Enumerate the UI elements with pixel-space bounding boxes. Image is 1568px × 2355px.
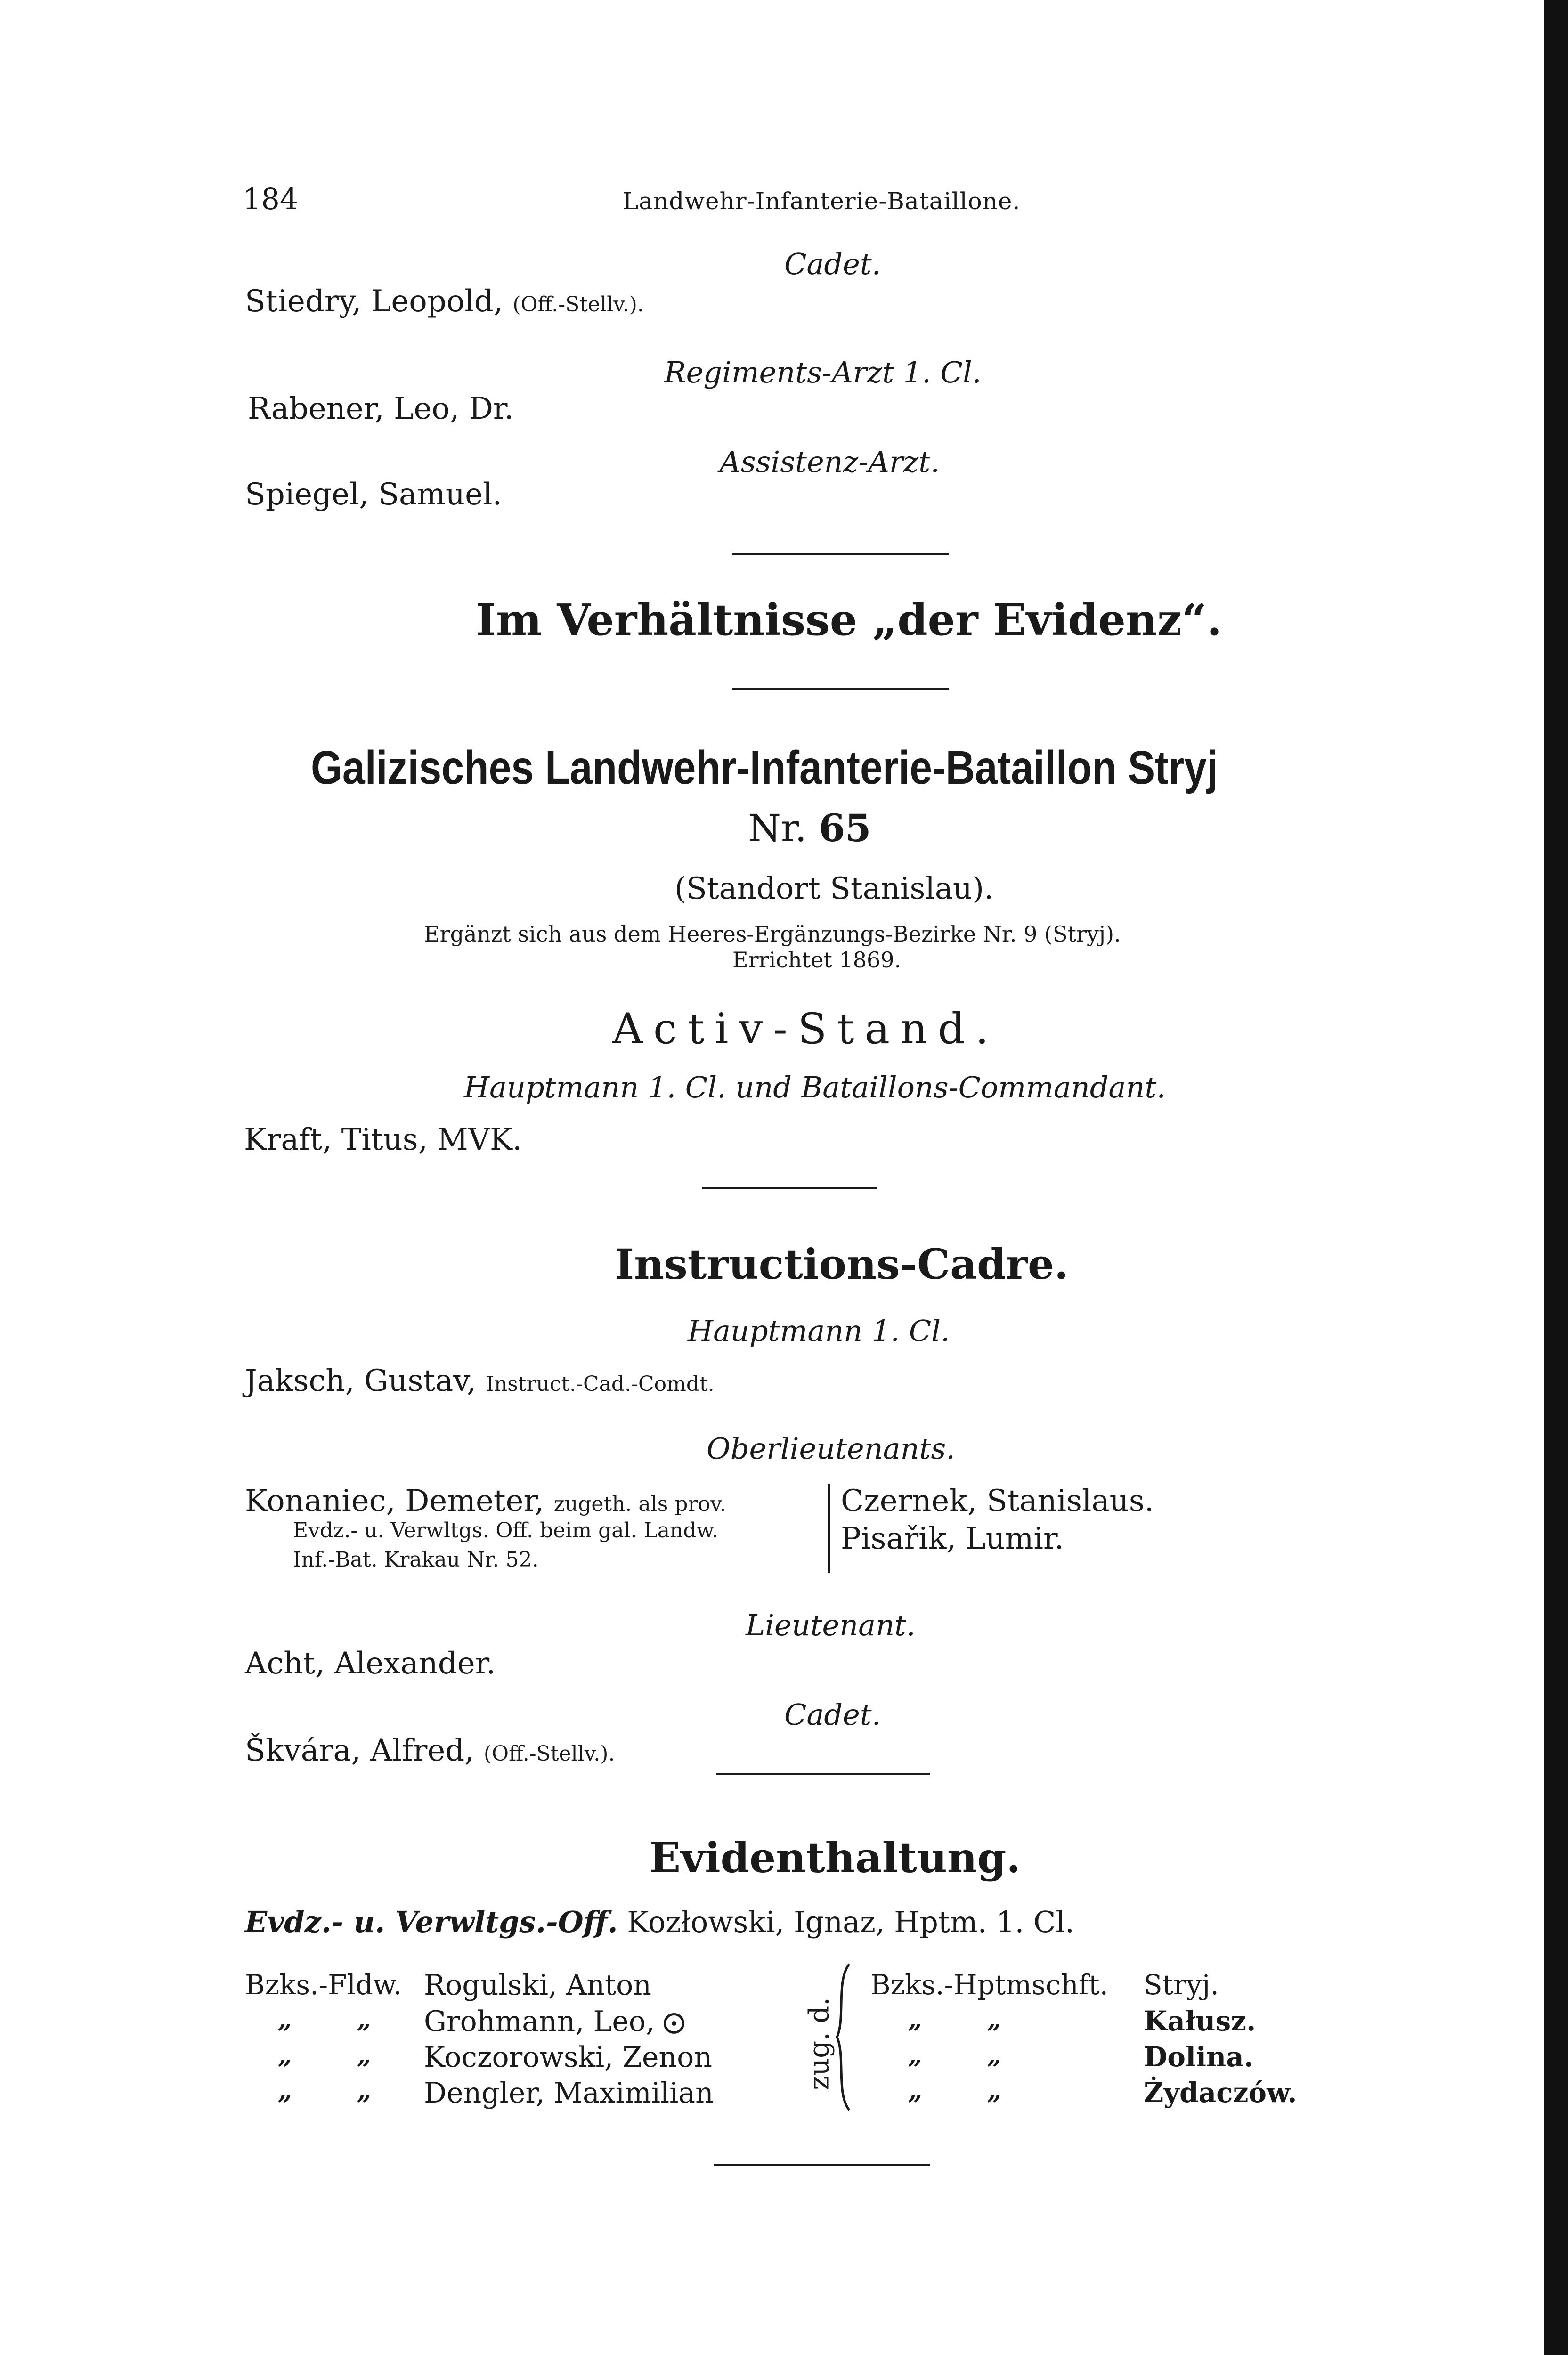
rank-lieutenant: Lieutenant. <box>746 1608 916 1642</box>
zug-label: zug. d. <box>803 1997 835 2090</box>
name-skvara <box>245 1733 615 1768</box>
divider <box>702 1187 877 1189</box>
name-kraft: Kraft, Titus, MVK. <box>244 1122 522 1157</box>
errichtet-line: Errichtet 1869. <box>732 947 902 973</box>
konaniec-note-2: Evdz.- u. Verwltgs. Off. beim gal. Landw. <box>293 1519 718 1543</box>
running-title: Landwehr-Infanterie-Bataillone. <box>623 187 1021 215</box>
name-pisarik: Pisařik, Lumir. <box>841 1521 1064 1556</box>
rank-assistenz-arzt: Assistenz-Arzt. <box>720 445 940 479</box>
battalion-title: Galizisches Landwehr-Infanterie-Bataillon Stryj <box>311 741 1218 794</box>
standort: (Standort Stanislau). <box>674 871 994 906</box>
row-4-prefix: „ „ <box>278 2077 399 2105</box>
row-3-right-prefix: „ „ <box>908 2041 1030 2070</box>
row-4-place: Żydaczów. <box>1144 2077 1297 2109</box>
evdz-label: Evdz.- u. Verwltgs.-Off. <box>245 1905 618 1939</box>
evdz-name: Kozłowski, Ignaz, Hptm. 1. Cl. <box>627 1905 1074 1939</box>
evidenz-heading: Im Verhältnisse „der Evidenz“. <box>476 594 1222 645</box>
name-note: (Off.-Stellv.). <box>512 292 644 317</box>
name-konaniec <box>245 1484 726 1519</box>
evidenthaltung-heading: Evidenthaltung. <box>649 1833 1021 1882</box>
name-jaksch <box>245 1366 715 1396</box>
name-text: Škvára, Alfred, <box>245 1733 474 1768</box>
activ-stand-heading: Activ-Stand. <box>612 1004 999 1054</box>
ergaenzt-line: Ergänzt sich aus dem Heeres-Ergänzungs-Bezirke Nr. 9 (Stryj). <box>424 921 1121 947</box>
row-2-place: Kałusz. <box>1144 2005 1256 2037</box>
rank-cadet: Cadet. <box>784 247 881 281</box>
name-stiedry <box>245 286 644 317</box>
rank-oberlieutenants: Oberlieutenants. <box>707 1431 955 1466</box>
row-1-prefix: Bzks.-Fldw. <box>245 1969 402 2001</box>
evdz-line <box>245 1905 1074 1939</box>
name-note: Instruct.-Cad.-Comdt. <box>486 1372 715 1396</box>
page-number: 184 <box>243 182 299 216</box>
row-4-right-prefix: „ „ <box>908 2077 1030 2105</box>
row-2-name-text: Grohmann, Leo, <box>424 2005 655 2038</box>
column-divider <box>828 1484 830 1573</box>
circle-dot-icon <box>664 2013 684 2034</box>
name-rabener: Rabener, Leo, Dr. <box>248 391 514 426</box>
battalion-number <box>748 806 871 850</box>
rank-cadet-2: Cadet. <box>784 1697 881 1732</box>
scan-edge <box>1544 0 1568 2355</box>
name-text: Jaksch, Gustav, <box>245 1364 477 1398</box>
row-3-prefix: „ „ <box>278 2041 399 2070</box>
name-note: (Off.-Stellv.). <box>483 1742 615 1766</box>
instructions-cadre-heading: Instructions-Cadre. <box>615 1240 1069 1289</box>
divider <box>732 553 949 555</box>
number-prefix: Nr. <box>748 806 807 850</box>
row-1-place: Stryj. <box>1144 1969 1219 2001</box>
rank-hauptmann: Hauptmann 1. Cl. <box>688 1314 950 1348</box>
divider <box>716 1773 930 1775</box>
row-4-name: Dengler, Maximilian <box>424 2077 714 2110</box>
konaniec-note-3: Inf.-Bat. Krakau Nr. 52. <box>293 1548 539 1572</box>
name-spiegel: Spiegel, Samuel. <box>245 477 502 512</box>
row-3-place: Dolina. <box>1144 2041 1253 2073</box>
row-2-prefix: „ „ <box>278 2005 399 2034</box>
brace-icon <box>831 1962 855 2112</box>
divider <box>732 688 949 690</box>
name-text: Stiedry, Leopold, <box>245 284 503 319</box>
divider <box>714 2164 930 2166</box>
row-2-right-prefix: „ „ <box>908 2005 1030 2034</box>
row-2-name <box>424 2007 684 2036</box>
row-1-right-prefix: Bzks.-Hptmschft. <box>870 1969 1108 2001</box>
rank-regiments-arzt: Regiments-Arzt 1. Cl. <box>664 355 982 390</box>
name-text: Konaniec, Demeter, <box>245 1484 544 1519</box>
row-1-name: Rogulski, Anton <box>424 1969 651 2002</box>
row-3-name: Koczorowski, Zenon <box>424 2041 712 2074</box>
name-czernek: Czernek, Stanislaus. <box>841 1484 1154 1519</box>
name-note: zugeth. als prov. <box>553 1492 726 1516</box>
rank-hauptmann-commandant: Hauptmann 1. Cl. und Bataillons-Commandant. <box>464 1070 1166 1104</box>
name-acht: Acht, Alexander. <box>245 1646 496 1681</box>
number-value: 65 <box>819 806 871 850</box>
